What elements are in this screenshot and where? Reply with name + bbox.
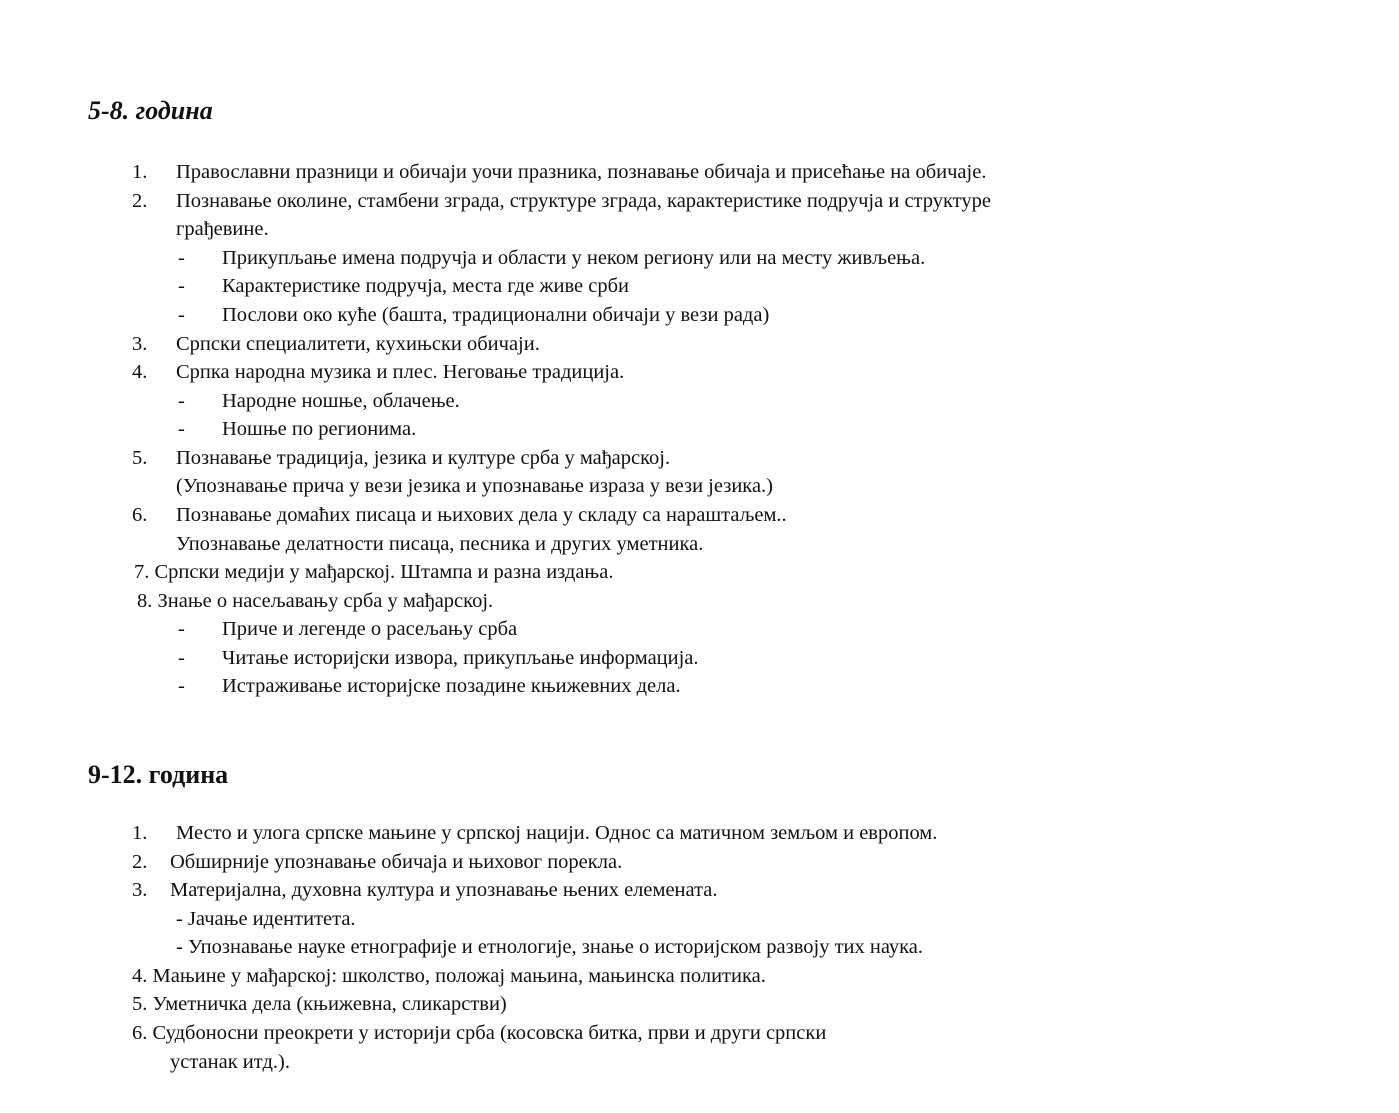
list-item-text: 5. Уметничка дела (књижевна, сликарстви)	[132, 993, 507, 1015]
sub-item-text: - Јачање идентитета.	[176, 908, 356, 930]
list-item-text: Обширније упознавање обичаја и њиховог порекла.	[170, 851, 623, 873]
bullet-dash: -	[178, 275, 185, 297]
bullet-dash: -	[178, 304, 185, 326]
section-title-grades-9-12: 9-12. година	[88, 760, 229, 789]
list-item-text: Познавање традиција, језика и културе срба у мађарској.	[176, 447, 671, 469]
sub-item-text: - Упознавање науке етнографије и етнологије, знање о историјском развоју тих наука.	[176, 936, 924, 958]
sub-item-text: Читање историјски извора, прикупљање информација.	[222, 647, 699, 669]
bullet-dash: -	[178, 390, 185, 412]
bullet-dash: -	[178, 618, 185, 640]
sub-item-text: Приче и легенде о расељању срба	[222, 618, 518, 640]
sub-item-text: Прикупљање имена подручја и области у неком региону или на месту живљења.	[222, 247, 926, 269]
sub-item-text: Истраживање историјске позадине књижевних дела.	[222, 675, 681, 697]
list-item-number: 1.	[132, 822, 148, 844]
bullet-dash: -	[178, 418, 185, 440]
list-item-number: 2.	[132, 190, 148, 212]
list-item-continuation: (Упознавање прича у вези језика и упознавање израза у вези језика.)	[176, 475, 773, 497]
bullet-dash: -	[178, 247, 185, 269]
list-item-text: Православни празници и обичаји уочи празника, познавање обичаја и присећање на обичаје.	[176, 161, 987, 183]
list-item-text: Српка народна музика и плес. Неговање традиција.	[176, 361, 625, 383]
list-item-text: Познавање околине, стамбени зграда, структуре зграда, карактеристике подручја и структуре	[176, 190, 991, 212]
list-item-text: 7. Српски медији у мађарској. Штампа и разна издања.	[134, 561, 614, 583]
list-item-number: 1.	[132, 161, 148, 183]
sub-item-text: Карактеристике подручја, места где живе срби	[222, 275, 629, 297]
section-title-grades-5-8: 5-8. година	[88, 96, 213, 125]
list-item-number: 2.	[132, 851, 148, 873]
bullet-dash: -	[178, 647, 185, 669]
sub-item-text: Ношње по регионима.	[222, 418, 417, 440]
list-item-text: Материјална, духовна култура и упознавање њених елемената.	[170, 879, 718, 901]
list-item-number: 3.	[132, 879, 148, 901]
list-item-text: 8. Знање о насељавању срба у мађарској.	[137, 590, 494, 612]
list-item-text: Српски специалитети, кухињски обичаји.	[176, 333, 540, 355]
sub-item-text: Послови око куће (башта, традиционални обичаји у вези рада)	[222, 304, 770, 326]
list-item-text: 4. Мањине у мађарској: школство, положај мањина, мањинска политика.	[132, 965, 766, 987]
list-item-continuation: Упознавање делатности писаца, песника и других уметника.	[176, 533, 704, 555]
list-item-text: Место и улога српске мањине у српској нацији. Однос са матичном земљом и европом.	[176, 822, 938, 844]
bullet-dash: -	[178, 675, 185, 697]
list-item-continuation: грађевине.	[176, 218, 269, 240]
list-item-number: 5.	[132, 447, 148, 469]
list-item-number: 3.	[132, 333, 148, 355]
list-item-text: 6. Судбоносни преокрети у историји срба (косовска битка, први и други српски	[132, 1022, 827, 1044]
list-item-number: 6.	[132, 504, 148, 526]
list-item-number: 4.	[132, 361, 148, 383]
sub-item-text: Народне ношње, облачење.	[222, 390, 460, 412]
list-item-text: Познавање домаћих писаца и њихових дела у складу са нараштаљем..	[176, 504, 787, 526]
list-item-continuation: устанак итд.).	[170, 1051, 290, 1073]
